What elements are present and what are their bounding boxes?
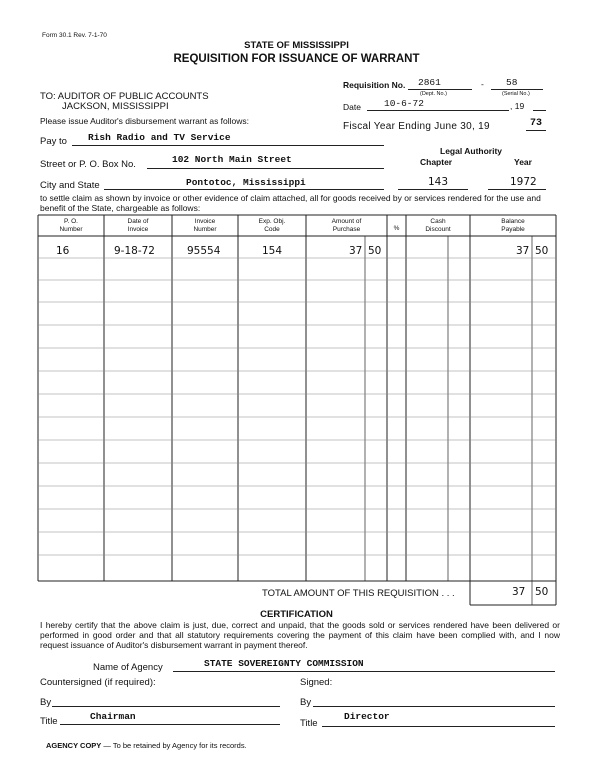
- requisition-number: 2861: [418, 77, 441, 88]
- row-amount-cents: 50: [368, 245, 382, 257]
- total-cents: 50: [535, 586, 549, 598]
- row-invoice-number: 95554: [187, 245, 221, 257]
- row-invoice-date: 9-18-72: [114, 245, 155, 257]
- authority-year-value: 1972: [510, 176, 537, 188]
- countersigned-label: Countersigned (if required):: [40, 677, 156, 688]
- settle-claim-text: to settle claim as shown by invoice or other evidence of claim attached, all for goods received by or services rendered for the use and benefit of the State, chargeable as follows:: [40, 193, 541, 213]
- signed-label: Signed:: [300, 677, 333, 688]
- agency-name-value: STATE SOVEREIGNTY COMMISSION: [204, 658, 364, 669]
- header-date-of-invoice: Date of Invoice: [127, 218, 149, 233]
- header-invoice-number: Invoice Number: [193, 218, 217, 233]
- total-dollars: 37: [512, 586, 526, 598]
- right-title-label: Title: [300, 718, 318, 729]
- form-title: REQUISITION FOR ISSUANCE OF WARRANT: [173, 53, 420, 65]
- year-label: Year: [514, 157, 532, 167]
- chapter-value: 143: [428, 176, 449, 188]
- agency-copy-note: — To be retained by Agency for its records.: [103, 741, 247, 750]
- header-percent: %: [393, 225, 400, 232]
- certification-text: I hereby certify that the above claim is just, due, correct and unpaid, that the goods sold or services rendered have been delivered or performed in good order and that all statutory requirements covering the payment of this claim have been complied with, and I now request issuance of Auditor's disbursement warrant in payment thereof.: [40, 620, 560, 650]
- row-po-number: 16: [56, 245, 70, 257]
- certification-heading: CERTIFICATION: [260, 609, 333, 620]
- requisition-dash: -: [481, 79, 484, 89]
- to-line-2: JACKSON, MISSISSIPPI: [62, 101, 169, 112]
- date-label: Date: [343, 102, 361, 112]
- date-value: 10-6-72: [384, 98, 424, 109]
- legal-authority-heading: Legal Authority: [440, 146, 503, 156]
- street-label: Street or P. O. Box No.: [40, 159, 136, 170]
- serial-number: 58: [506, 77, 518, 88]
- requisition-label: Requisition No.: [343, 80, 406, 90]
- right-by-label: By: [300, 697, 312, 708]
- pay-to-label: Pay to: [40, 136, 67, 147]
- header-exp-obj-code: Exp. Obj. Code: [258, 218, 286, 233]
- row-balance-cents: 50: [535, 245, 549, 257]
- left-title-value: Chairman: [90, 711, 136, 722]
- header-cash-discount: Cash Discount: [425, 218, 451, 233]
- total-label: TOTAL AMOUNT OF THIS REQUISITION . . .: [262, 588, 455, 599]
- street-value: 102 North Main Street: [172, 154, 292, 165]
- year-suffix: , 19: [510, 101, 525, 111]
- agency-name-label: Name of Agency: [93, 662, 163, 673]
- header-balance-payable: Balance Payable: [501, 218, 525, 233]
- chapter-label: Chapter: [420, 157, 453, 167]
- state-heading: STATE OF MISSISSIPPI: [244, 40, 349, 51]
- fiscal-year-value: 73: [530, 118, 543, 129]
- dept-no-label: (Dept. No.): [420, 91, 447, 97]
- agency-copy-footer: [46, 741, 247, 750]
- row-amount-dollars: 37: [349, 245, 363, 257]
- pay-to-value: Rish Radio and TV Service: [88, 132, 231, 143]
- row-exp-code: 154: [262, 245, 283, 257]
- city-value: Pontotoc, Mississippi: [186, 177, 306, 188]
- header-po-number: P. O. Number: [59, 218, 83, 233]
- serial-no-label: (Serial No.): [502, 91, 530, 97]
- right-signature-line[interactable]: [313, 706, 555, 707]
- instruction-text: Please issue Auditor's disbursement warrant as follows:: [40, 116, 250, 126]
- left-by-label: By: [40, 697, 52, 708]
- form-number: Form 30.1 Rev. 7-1-70: [42, 32, 107, 39]
- fiscal-year-label: Fiscal Year Ending June 30, 19: [343, 121, 490, 132]
- to-line-1: TO: AUDITOR OF PUBLIC ACCOUNTS: [40, 91, 209, 102]
- agency-copy-label: AGENCY COPY: [46, 741, 102, 750]
- row-balance-dollars: 37: [516, 245, 530, 257]
- right-title-value: Director: [344, 711, 390, 722]
- header-amount-of-purchase: Amount of Purchase: [331, 218, 362, 233]
- left-title-label: Title: [40, 716, 58, 727]
- left-signature-line[interactable]: [52, 706, 280, 707]
- city-label: City and State: [40, 180, 100, 191]
